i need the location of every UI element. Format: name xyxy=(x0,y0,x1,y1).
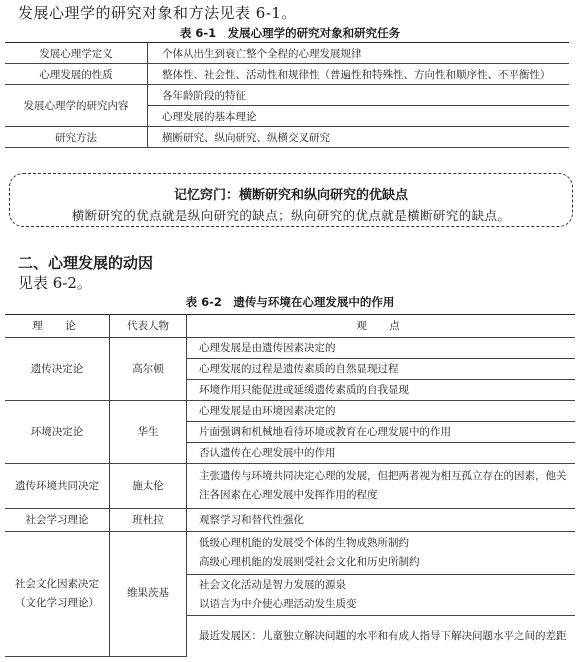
view-cell: 最近发展区：儿童独立解决问题的水平和有成人指导下解决问题水平之间的差距 xyxy=(199,629,567,642)
table-row xyxy=(5,43,569,64)
table-row xyxy=(5,338,575,359)
person-cell: 施太伦 xyxy=(110,464,187,509)
view-cell: 心理发展是由环境因素决定的 xyxy=(187,401,576,422)
header-person: 代表人物 xyxy=(110,315,187,338)
person-cell: 班杜拉 xyxy=(110,509,187,532)
view-cell: 主张遗传与环境共同决定心理的发展，但把两者视为相互孤立存在的因素，他关注各因素在心理发展中发挥作用的程度 xyxy=(187,464,576,509)
row-value: 整体性、社会性、活动性和规律性（普遍性和特殊性、方向性和顺序性、不平衡性） xyxy=(148,64,570,85)
table-row xyxy=(5,127,569,148)
see-table-text: 见表 6-2。 xyxy=(18,274,92,292)
row-value: 心理发展的基本理论 xyxy=(148,106,570,127)
table-row xyxy=(5,85,569,106)
table1-caption: 表 6-1 发展心理学的研究对象和研究任务 xyxy=(179,26,401,40)
view-cell: 否认遗传在心理发展中的作用 xyxy=(187,443,576,464)
view-cell: 心理发展是由遗传因素决定的 xyxy=(187,338,576,359)
row-label: 心理发展的性质 xyxy=(5,64,148,85)
person-cell: 维果茨基 xyxy=(110,532,187,657)
heredity-environment-table xyxy=(5,314,575,657)
theory-cell: 遗传环境共同决定 xyxy=(5,464,110,509)
row-label: 发展心理学定义 xyxy=(5,43,148,64)
row-label: 研究方法 xyxy=(5,127,148,148)
view-cell: 低级心理机能的发展受个体的生物成熟所制约 高级心理机能的发展则受社会文化和历史所制约 xyxy=(187,532,576,575)
table-row xyxy=(5,64,569,85)
person-cell: 华生 xyxy=(110,401,187,464)
table2-caption: 表 6-2 遗传与环境在心理发展中的作用 xyxy=(185,295,395,309)
view-cell: 社会文化活动是智力发展的源泉 以语言为中介使心理活动发生质变 xyxy=(187,575,576,616)
person-cell: 高尔顿 xyxy=(110,338,187,401)
header-view: 观 点 xyxy=(187,315,576,338)
theory-cell: 社会文化因素决定（文化学习理论） xyxy=(5,532,110,657)
view-cell: 环境作用只能促进或延缓遗传素质的自我显现 xyxy=(187,380,576,401)
memory-tip-body: 横断研究的优点就是纵向研究的缺点；纵向研究的优点就是横断研究的缺点。 xyxy=(71,208,511,223)
view-cell: 观察学习和替代性强化 xyxy=(187,509,576,532)
table-row xyxy=(5,401,575,422)
theory-cell: 环境决定论 xyxy=(5,401,110,464)
theory-cell: 遗传决定论 xyxy=(5,338,110,401)
view-cell: 片面强调和机械地看待环境或教育在心理发展中的作用 xyxy=(187,422,576,443)
theory-cell: 社会学习理论 xyxy=(5,509,110,532)
view-cell: 心理发展的过程是遗传素质的自然显现过程 xyxy=(187,359,576,380)
memory-tip-box xyxy=(9,173,573,227)
table-row xyxy=(5,509,575,532)
header-theory: 理 论 xyxy=(5,315,110,338)
row-value: 各年龄阶段的特征 xyxy=(148,85,570,106)
row-value: 横断研究、纵向研究、纵横交叉研究 xyxy=(148,127,570,148)
research-object-table xyxy=(5,42,569,148)
table-row xyxy=(5,532,575,575)
row-value: 个体从出生到衰亡整个全程的心理发展规律 xyxy=(148,43,570,64)
section-heading: 二、心理发展的动因 xyxy=(18,254,154,272)
memory-tip-title: 记忆窍门：横断研究和纵向研究的优缺点 xyxy=(173,188,408,203)
table-row xyxy=(5,464,575,509)
intro-text: 发展心理学的研究对象和方法见表 6-1。 xyxy=(18,4,297,22)
row-label: 发展心理学的研究内容 xyxy=(5,85,148,127)
table-header-row xyxy=(5,315,575,338)
